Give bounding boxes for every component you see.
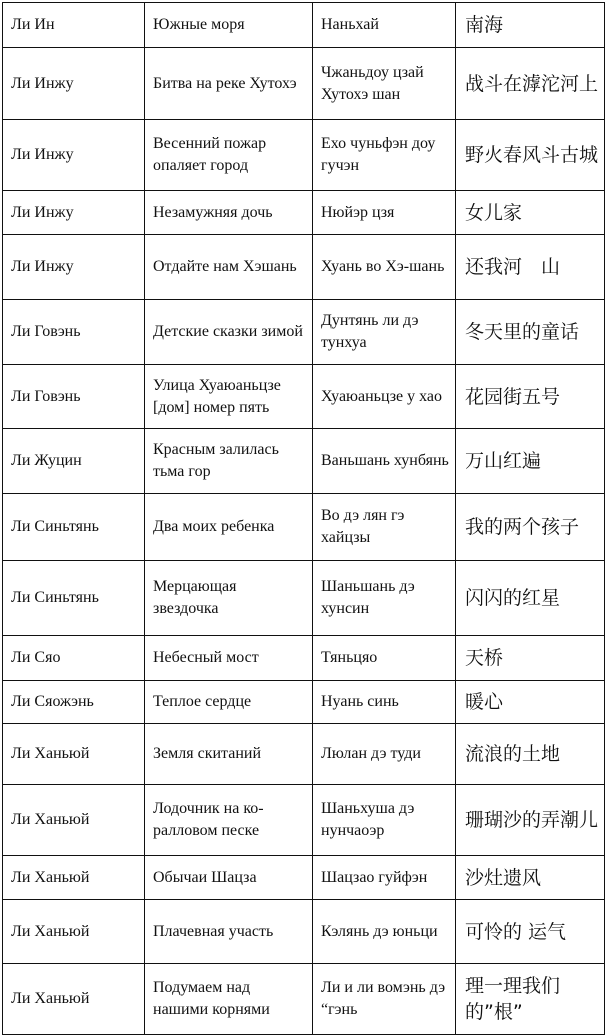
title-pinyin-cell: Во дэ лян гэ хайцзы — [313, 494, 456, 561]
title-pinyin-cell: Нюйэр цзя — [313, 191, 456, 235]
title-pinyin-cell: Нуань синь — [313, 681, 456, 724]
table-row — [3, 636, 605, 681]
title-zh-cell: 我的两个孩子 — [456, 494, 605, 561]
title-ru-cell: Лодочник на ко-ралловом песке — [145, 785, 313, 856]
author-cell: Ли Говэнь — [3, 365, 145, 429]
author-cell: Ли Жуцин — [3, 429, 145, 494]
title-zh-cell: 天桥 — [456, 636, 605, 681]
title-ru-cell: Мерцающая звездочка — [145, 561, 313, 636]
title-pinyin-cell: Хуаюаньцзе у хао — [313, 365, 456, 429]
table-row — [3, 300, 605, 365]
title-pinyin-cell: Хуань во Хэ-шань — [313, 235, 456, 300]
author-cell: Ли Ханьюй — [3, 724, 145, 785]
title-pinyin-cell: Тяньцяо — [313, 636, 456, 681]
title-pinyin-cell: Наньхай — [313, 3, 456, 48]
title-ru-cell: Отдайте нам Хэшань — [145, 235, 313, 300]
table-row — [3, 3, 605, 48]
author-cell: Ли Ханьюй — [3, 900, 145, 964]
title-ru-cell: Теплое сердце — [145, 681, 313, 724]
author-cell: Ли Синьтянь — [3, 494, 145, 561]
title-ru-cell: Подумаем над нашими корнями — [145, 964, 313, 1035]
title-zh-cell: 冬天里的童话 — [456, 300, 605, 365]
title-ru-cell: Небесный мост — [145, 636, 313, 681]
author-cell: Ли Инжу — [3, 235, 145, 300]
table-row — [3, 724, 605, 785]
author-cell: Ли Ханьюй — [3, 964, 145, 1035]
table-row — [3, 191, 605, 235]
title-pinyin-cell: Ваньшань хунбянь — [313, 429, 456, 494]
works-table-body — [3, 3, 605, 1035]
title-zh-cell: 战斗在滹沱河上 — [456, 48, 605, 120]
title-zh-cell: 流浪的土地 — [456, 724, 605, 785]
title-ru-cell: Земля скитаний — [145, 724, 313, 785]
table-row — [3, 429, 605, 494]
table-row — [3, 964, 605, 1035]
title-zh-cell: 还我河 山 — [456, 235, 605, 300]
table-row — [3, 681, 605, 724]
title-pinyin-cell: Дунтянь ли дэ тунхуа — [313, 300, 456, 365]
title-zh-cell: 女儿家 — [456, 191, 605, 235]
author-cell: Ли Ханьюй — [3, 785, 145, 856]
title-ru-cell: Плачевная участь — [145, 900, 313, 964]
title-ru-cell: Красным залилась тьма гор — [145, 429, 313, 494]
author-cell: Ли Ин — [3, 3, 145, 48]
table-row — [3, 48, 605, 120]
title-zh-cell: 暖心 — [456, 681, 605, 724]
title-ru-cell: Детские сказки зимой — [145, 300, 313, 365]
table-row — [3, 785, 605, 856]
author-cell: Ли Инжу — [3, 120, 145, 191]
title-pinyin-cell: Люлан дэ туди — [313, 724, 456, 785]
table-row — [3, 900, 605, 964]
author-cell: Ли Инжу — [3, 191, 145, 235]
title-ru-cell: Южные моря — [145, 3, 313, 48]
title-pinyin-cell: Ехо чуньфэн доу гучэн — [313, 120, 456, 191]
title-pinyin-cell: Ли и ли вомэнь дэ “гэнь — [313, 964, 456, 1035]
title-ru-cell: Обычаи Шацза — [145, 856, 313, 900]
author-cell: Ли Сяожэнь — [3, 681, 145, 724]
title-pinyin-cell: Чжаньдоу цзай Хутохэ шан — [313, 48, 456, 120]
title-zh-cell: 理一理我们的”根” — [456, 964, 605, 1035]
title-ru-cell: Два моих ребенка — [145, 494, 313, 561]
author-cell: Ли Ханьюй — [3, 856, 145, 900]
title-zh-cell: 可怜的 运气 — [456, 900, 605, 964]
table-row — [3, 494, 605, 561]
title-pinyin-cell: Кэлянь дэ юньци — [313, 900, 456, 964]
title-zh-cell: 南海 — [456, 3, 605, 48]
title-zh-cell: 野火春风斗古城 — [456, 120, 605, 191]
table-row — [3, 561, 605, 636]
title-pinyin-cell: Шаньшань дэ хунсин — [313, 561, 456, 636]
author-cell: Ли Инжу — [3, 48, 145, 120]
title-pinyin-cell: Шацзао гуйфэн — [313, 856, 456, 900]
author-cell: Ли Синьтянь — [3, 561, 145, 636]
title-zh-cell: 沙灶遗风 — [456, 856, 605, 900]
title-ru-cell: Весенний пожар опаляет город — [145, 120, 313, 191]
title-ru-cell: Битва на реке Хутохэ — [145, 48, 313, 120]
author-cell: Ли Говэнь — [3, 300, 145, 365]
title-zh-cell: 珊瑚沙的弄潮儿 — [456, 785, 605, 856]
table-row — [3, 365, 605, 429]
title-zh-cell: 花园街五号 — [456, 365, 605, 429]
author-cell: Ли Сяо — [3, 636, 145, 681]
table-row — [3, 235, 605, 300]
table-row — [3, 856, 605, 900]
table-row — [3, 120, 605, 191]
title-zh-cell: 万山红遍 — [456, 429, 605, 494]
title-pinyin-cell: Шаньхуша дэ нунчаоэр — [313, 785, 456, 856]
title-zh-cell: 闪闪的红星 — [456, 561, 605, 636]
works-table — [2, 2, 605, 1035]
title-ru-cell: Незамужняя дочь — [145, 191, 313, 235]
title-ru-cell: Улица Хуаюаньцзе [дом] номер пять — [145, 365, 313, 429]
